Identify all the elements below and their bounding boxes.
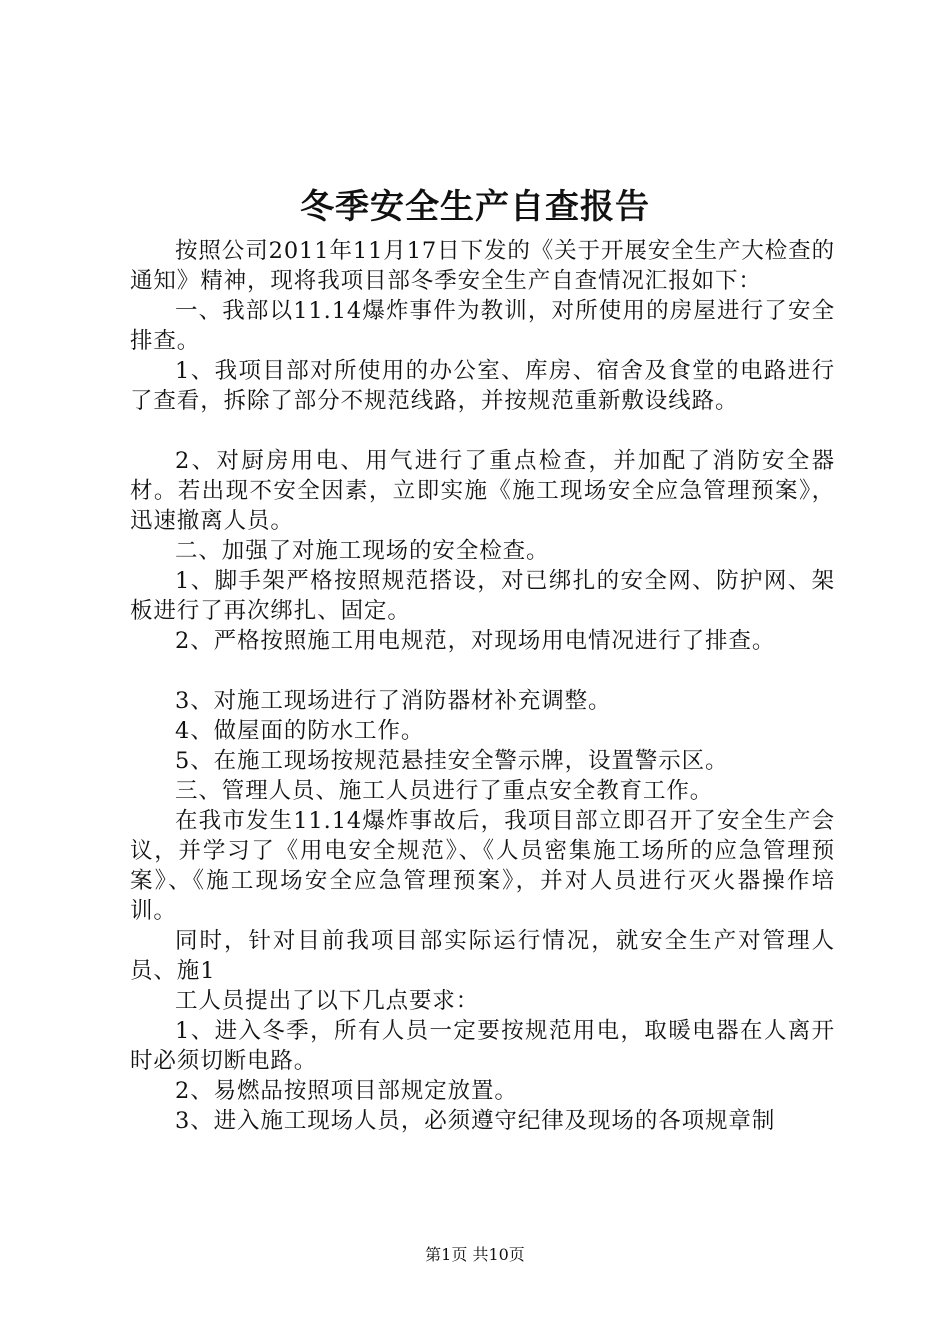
list-item: 2、对厨房用电、用气进行了重点检查，并加配了消防安全器材。若出现不安全因素，立即实施《施工现场安全应急管理预案》，迅速撤离人员。 (130, 448, 835, 534)
list-item: 5、在施工现场按规范悬挂安全警示牌，设置警示区。 (175, 748, 729, 774)
list-item: 2、易燃品按照项目部规定放置。 (175, 1078, 518, 1104)
list-item: 4、做屋面的防水工作。 (175, 718, 425, 744)
list-item: 1、脚手架严格按照规范搭设，对已绑扎的安全网、防护网、架板进行了再次绑扎、固定。 (130, 568, 835, 624)
intro-paragraph: 按照公司2011年11月17日下发的《关于开展安全生产大检查的通知》精神，现将我项目部冬季安全生产自查情况汇报如下： (130, 238, 835, 294)
body-paragraph: 工人员提出了以下几点要求： (175, 988, 480, 1014)
section-heading-2: 二、加强了对施工现场的安全检查。 (175, 538, 550, 564)
list-item: 3、进入施工现场人员，必须遵守纪律及现场的各项规章制 (175, 1108, 776, 1134)
document-body (130, 236, 835, 1136)
list-item: 2、严格按照施工用电规范，对现场用电情况进行了排查。 (175, 628, 776, 654)
document-title: 冬季安全生产自查报告 (300, 187, 650, 227)
section-heading-3: 三、管理人员、施工人员进行了重点安全教育工作。 (175, 778, 714, 804)
list-item: 1、进入冬季，所有人员一定要按规范用电，取暖电器在人离开时必须切断电路。 (130, 1018, 835, 1074)
page-number-footer: 第1页 共10页 (425, 1245, 525, 1264)
section-heading-1: 一、我部以11.14爆炸事件为教训，对所使用的房屋进行了安全排查。 (130, 298, 835, 354)
body-paragraph: 同时，针对目前我项目部实际运行情况，就安全生产对管理人员、施1 (130, 928, 835, 984)
list-item: 1、我项目部对所使用的办公室、库房、宿舍及食堂的电路进行了查看，拆除了部分不规范线路，并按规范重新敷设线路。 (130, 358, 835, 414)
list-item: 3、对施工现场进行了消防器材补充调整。 (175, 688, 612, 714)
body-paragraph: 在我市发生11.14爆炸事故后，我项目部立即召开了安全生产会议，并学习了《用电安全规范》、《人员密集施工场所的应急管理预案》、《施工现场安全应急管理预案》，并对人员进行灭火器操作培训。 (130, 808, 835, 924)
